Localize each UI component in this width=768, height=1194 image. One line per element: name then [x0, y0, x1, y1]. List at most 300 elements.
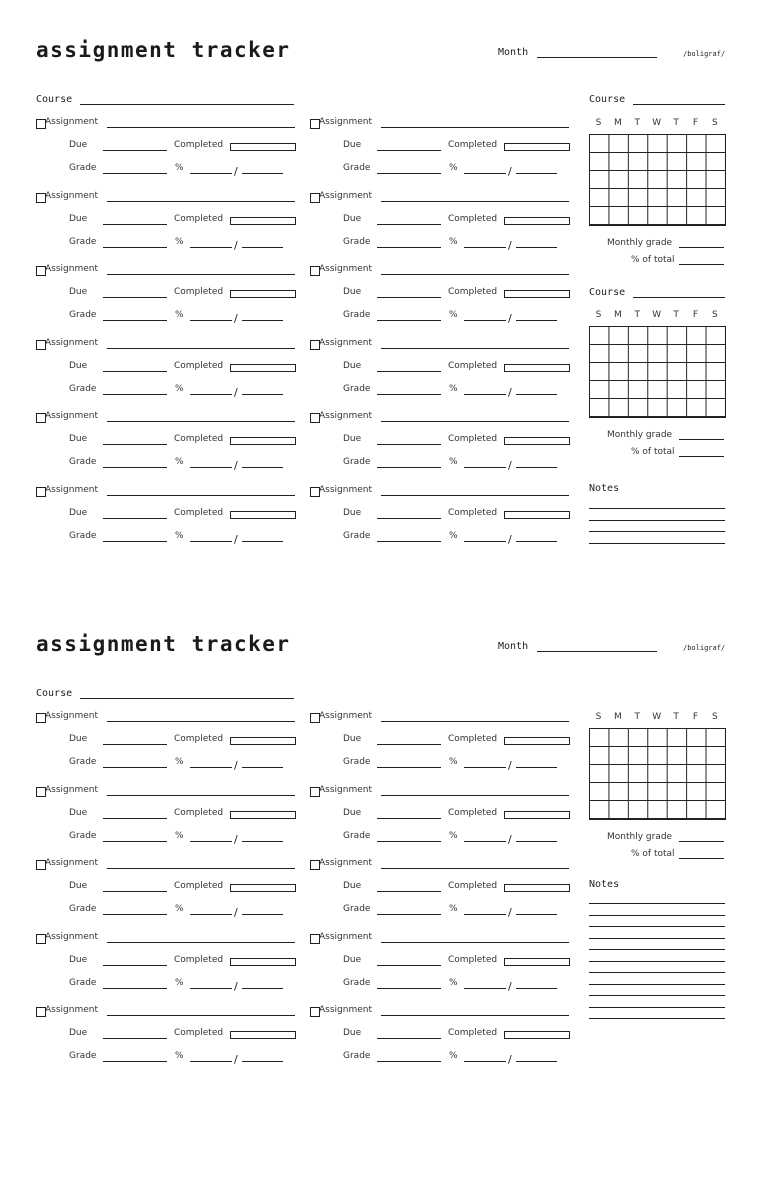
total-line[interactable] — [242, 841, 283, 842]
due-line[interactable] — [377, 371, 441, 372]
assignment-label: Assignment — [319, 858, 372, 868]
assignment-name-line[interactable] — [107, 795, 295, 796]
total-line[interactable] — [242, 320, 283, 321]
notes-label: Notes — [589, 879, 620, 890]
day-header: S — [712, 310, 718, 320]
total-line[interactable] — [242, 173, 283, 174]
assignment-label: Assignment — [319, 117, 372, 127]
assignment-label: Assignment — [319, 190, 372, 201]
monthly-grade-line[interactable] — [679, 439, 724, 440]
grade-line[interactable] — [103, 841, 167, 842]
completed-progress-bar[interactable] — [230, 884, 296, 892]
assignment-name-line[interactable] — [107, 495, 295, 496]
completed-label: Completed — [448, 287, 498, 297]
brand-logo: /boligraf/ — [683, 50, 726, 58]
percent-line[interactable] — [190, 320, 232, 321]
due-line[interactable] — [377, 297, 441, 298]
assignment-name-line[interactable] — [381, 201, 569, 202]
due-line[interactable] — [377, 818, 441, 819]
completed-progress-bar[interactable] — [504, 737, 570, 745]
assignment-label: Assignment — [45, 931, 98, 942]
assignment-name-line[interactable] — [381, 421, 569, 422]
day-header: M — [614, 118, 622, 128]
grade-label: Grade — [343, 163, 371, 173]
assignment-name-line[interactable] — [381, 348, 569, 349]
completed-progress-bar[interactable] — [504, 958, 570, 966]
percent-line[interactable] — [190, 1061, 232, 1062]
notes-line[interactable] — [589, 995, 725, 996]
due-label: Due — [69, 954, 88, 965]
total-line[interactable] — [242, 467, 283, 468]
completed-label: Completed — [448, 213, 498, 224]
notes-label: Notes — [589, 483, 620, 494]
due-line[interactable] — [377, 224, 441, 225]
due-label: Due — [69, 734, 88, 744]
percent-label: % — [175, 236, 184, 247]
grade-line[interactable] — [377, 767, 441, 768]
percent-line[interactable] — [190, 767, 232, 768]
grade-label: Grade — [69, 457, 97, 467]
percent-line[interactable] — [464, 1061, 506, 1062]
completed-label: Completed — [174, 213, 224, 224]
slash-separator: / — [234, 312, 238, 325]
assignment-name-line[interactable] — [381, 721, 569, 722]
total-line[interactable] — [242, 247, 283, 248]
assignment-name-line[interactable] — [107, 274, 295, 275]
due-label: Due — [69, 1028, 88, 1038]
notes-line[interactable] — [589, 1018, 725, 1019]
grade-label: Grade — [343, 383, 371, 394]
slash-separator: / — [508, 385, 512, 399]
grade-label: Grade — [343, 830, 371, 841]
grade-label: Grade — [343, 977, 371, 988]
assignment-name-line[interactable] — [107, 1015, 295, 1016]
completed-progress-bar[interactable] — [504, 290, 570, 298]
day-header: S — [712, 118, 718, 128]
assignment-name-line[interactable] — [381, 127, 569, 128]
day-headers — [589, 712, 725, 724]
grade-line[interactable] — [377, 247, 441, 248]
percent-line[interactable] — [464, 767, 506, 768]
due-line[interactable] — [103, 891, 167, 892]
percent-line[interactable] — [190, 841, 232, 842]
assignment-name-line[interactable] — [381, 942, 569, 943]
grade-line[interactable] — [377, 467, 441, 468]
completed-label: Completed — [448, 807, 498, 818]
percent-line[interactable] — [190, 247, 232, 248]
assignment-name-line[interactable] — [107, 348, 295, 349]
grade-line[interactable] — [103, 914, 167, 915]
percent-line[interactable] — [464, 988, 506, 989]
grade-line[interactable] — [103, 467, 167, 468]
percent-line[interactable] — [464, 394, 506, 395]
day-header: S — [712, 712, 718, 722]
completed-progress-bar[interactable] — [230, 737, 296, 745]
notes-line[interactable] — [589, 903, 725, 904]
grade-line[interactable] — [377, 988, 441, 989]
due-line[interactable] — [103, 818, 167, 819]
percent-line[interactable] — [190, 541, 232, 542]
completed-label: Completed — [174, 807, 224, 818]
due-line[interactable] — [377, 1038, 441, 1039]
total-line[interactable] — [516, 320, 557, 321]
completed-progress-bar[interactable] — [230, 811, 296, 819]
day-header: T — [673, 118, 679, 128]
grade-line[interactable] — [377, 320, 441, 321]
due-line[interactable] — [103, 150, 167, 151]
percent-line[interactable] — [464, 914, 506, 915]
monthly-grade-line[interactable] — [679, 247, 724, 248]
notes-line[interactable] — [589, 961, 725, 962]
completed-label: Completed — [174, 734, 224, 744]
percent-line[interactable] — [190, 914, 232, 915]
percent-label: % — [449, 904, 458, 914]
due-label: Due — [343, 734, 362, 744]
completed-label: Completed — [448, 434, 498, 444]
due-line[interactable] — [377, 150, 441, 151]
grade-label: Grade — [69, 236, 97, 247]
total-line[interactable] — [242, 1061, 283, 1062]
grade-line[interactable] — [377, 1061, 441, 1062]
completed-progress-bar[interactable] — [230, 143, 296, 151]
total-line[interactable] — [516, 914, 557, 915]
slash-separator: / — [234, 532, 238, 546]
assignment-name-line[interactable] — [381, 495, 569, 496]
assignment-label: Assignment — [45, 264, 98, 274]
percent-label: % — [175, 1051, 184, 1061]
completed-progress-bar[interactable] — [230, 511, 296, 519]
assignment-name-line[interactable] — [107, 127, 295, 128]
percent-label: % — [175, 977, 184, 988]
due-line[interactable] — [377, 444, 441, 445]
notes-line[interactable] — [589, 972, 725, 973]
slash-separator: / — [234, 1053, 238, 1066]
day-header: T — [673, 310, 679, 320]
notes-line[interactable] — [589, 543, 725, 544]
percent-label: % — [175, 530, 184, 541]
completed-label: Completed — [174, 287, 224, 297]
assignment-label: Assignment — [319, 337, 372, 348]
slash-separator: / — [234, 385, 238, 399]
due-line[interactable] — [377, 518, 441, 519]
day-header: M — [614, 712, 622, 722]
slash-separator: / — [508, 1053, 512, 1066]
total-line[interactable] — [242, 394, 283, 395]
completed-label: Completed — [174, 881, 224, 891]
due-line[interactable] — [103, 444, 167, 445]
completed-progress-bar[interactable] — [504, 1031, 570, 1039]
assignment-label: Assignment — [319, 411, 372, 421]
due-line[interactable] — [103, 744, 167, 745]
completed-progress-bar[interactable] — [504, 811, 570, 819]
monthly-grade-label: Monthly grade — [607, 238, 673, 248]
total-line[interactable] — [242, 767, 283, 768]
due-line[interactable] — [377, 891, 441, 892]
grade-label: Grade — [69, 757, 97, 767]
assignment-name-line[interactable] — [381, 1015, 569, 1016]
total-line[interactable] — [516, 841, 557, 842]
completed-progress-bar[interactable] — [230, 364, 296, 372]
due-label: Due — [343, 140, 362, 150]
completed-progress-bar[interactable] — [230, 217, 296, 225]
due-label: Due — [69, 507, 88, 518]
due-label: Due — [69, 807, 88, 818]
grade-label: Grade — [69, 830, 97, 841]
slash-separator: / — [234, 979, 238, 993]
due-label: Due — [343, 1028, 362, 1038]
completed-progress-bar[interactable] — [504, 884, 570, 892]
day-header: W — [652, 712, 662, 722]
grade-line[interactable] — [377, 541, 441, 542]
grade-label: Grade — [343, 530, 371, 541]
notes-line[interactable] — [589, 531, 725, 532]
percent-line[interactable] — [190, 394, 232, 395]
completed-progress-bar[interactable] — [504, 143, 570, 151]
course-label: Course — [589, 287, 626, 298]
percent-of-total-line[interactable] — [679, 858, 724, 859]
calendar-grid[interactable] — [589, 728, 726, 820]
percent-label: % — [449, 530, 458, 541]
month-line[interactable] — [537, 651, 657, 652]
percent-label: % — [449, 310, 458, 320]
total-line[interactable] — [242, 541, 283, 542]
completed-label: Completed — [174, 434, 224, 444]
monthly-grade-line[interactable] — [679, 841, 724, 842]
slash-separator: / — [508, 312, 512, 325]
completed-label: Completed — [174, 507, 224, 518]
due-line[interactable] — [377, 965, 441, 966]
percent-label: % — [175, 310, 184, 320]
grade-line[interactable] — [103, 541, 167, 542]
total-line[interactable] — [516, 247, 557, 248]
day-header: M — [614, 310, 622, 320]
total-line[interactable] — [516, 467, 557, 468]
notes-line[interactable] — [589, 520, 725, 521]
percent-label: % — [449, 830, 458, 841]
assignment-name-line[interactable] — [381, 274, 569, 275]
day-header: S — [595, 712, 602, 722]
month-label: Month — [498, 641, 529, 652]
assignment-label: Assignment — [45, 858, 98, 868]
day-header: W — [652, 310, 662, 320]
completed-progress-bar[interactable] — [504, 511, 570, 519]
due-line[interactable] — [103, 371, 167, 372]
course-line[interactable] — [633, 297, 725, 298]
assignment-label: Assignment — [45, 784, 98, 795]
grade-line[interactable] — [103, 394, 167, 395]
percent-line[interactable] — [464, 841, 506, 842]
notes-line[interactable] — [589, 508, 725, 509]
course-label: Course — [36, 688, 73, 699]
total-line[interactable] — [516, 767, 557, 768]
slash-separator: / — [508, 979, 512, 993]
calendar-grid[interactable] — [589, 326, 726, 418]
month-line[interactable] — [537, 57, 657, 58]
percent-line[interactable] — [190, 467, 232, 468]
day-header: F — [692, 118, 699, 128]
grade-line[interactable] — [103, 988, 167, 989]
slash-separator: / — [508, 532, 512, 546]
completed-label: Completed — [448, 140, 498, 150]
assignment-tracker-sheet — [0, 40, 768, 600]
notes-line[interactable] — [589, 949, 725, 950]
due-label: Due — [343, 954, 362, 965]
percent-label: % — [449, 977, 458, 988]
assignment-name-line[interactable] — [107, 942, 295, 943]
percent-of-total-label: % of total — [631, 849, 675, 859]
percent-label: % — [449, 757, 458, 767]
assignment-label: Assignment — [45, 337, 98, 348]
assignment-label: Assignment — [45, 190, 98, 201]
grade-label: Grade — [69, 530, 97, 541]
assignment-label: Assignment — [45, 411, 98, 421]
total-line[interactable] — [242, 988, 283, 989]
notes-line[interactable] — [589, 984, 725, 985]
assignment-label: Assignment — [319, 784, 372, 795]
slash-separator: / — [508, 238, 512, 252]
percent-line[interactable] — [464, 247, 506, 248]
slash-separator: / — [508, 906, 512, 919]
slash-separator: / — [508, 165, 512, 178]
slash-separator: / — [234, 832, 238, 846]
slash-separator: / — [508, 832, 512, 846]
percent-of-total-line[interactable] — [679, 456, 724, 457]
grade-line[interactable] — [377, 394, 441, 395]
due-line[interactable] — [103, 518, 167, 519]
grade-label: Grade — [343, 904, 371, 914]
completed-label: Completed — [448, 1028, 498, 1038]
grade-label: Grade — [343, 1051, 371, 1061]
total-line[interactable] — [242, 914, 283, 915]
grade-line[interactable] — [377, 173, 441, 174]
completed-label: Completed — [174, 1028, 224, 1038]
grade-label: Grade — [343, 310, 371, 320]
total-line[interactable] — [516, 988, 557, 989]
assignment-label: Assignment — [45, 711, 98, 721]
day-header: T — [634, 118, 641, 128]
percent-of-total-label: % of total — [631, 447, 675, 457]
assignment-label: Assignment — [319, 484, 372, 495]
completed-progress-bar[interactable] — [504, 217, 570, 225]
completed-progress-bar[interactable] — [230, 437, 296, 445]
percent-of-total-line[interactable] — [679, 264, 724, 265]
course-label: Course — [36, 94, 73, 105]
day-header: S — [595, 118, 602, 128]
due-label: Due — [69, 434, 88, 444]
grade-line[interactable] — [103, 767, 167, 768]
slash-separator: / — [234, 906, 238, 919]
due-line[interactable] — [377, 744, 441, 745]
percent-line[interactable] — [190, 988, 232, 989]
total-line[interactable] — [516, 1061, 557, 1062]
completed-label: Completed — [448, 507, 498, 518]
grade-line[interactable] — [103, 320, 167, 321]
completed-label: Completed — [448, 734, 498, 744]
grade-line[interactable] — [377, 841, 441, 842]
slash-separator: / — [234, 165, 238, 178]
assignment-name-line[interactable] — [107, 721, 295, 722]
due-line[interactable] — [103, 965, 167, 966]
due-label: Due — [343, 287, 362, 297]
course-line[interactable] — [633, 104, 725, 105]
month-label: Month — [498, 47, 529, 58]
grade-label: Grade — [343, 457, 371, 467]
assignment-name-line[interactable] — [381, 795, 569, 796]
percent-label: % — [175, 904, 184, 914]
grade-label: Grade — [69, 977, 97, 988]
due-line[interactable] — [103, 297, 167, 298]
grade-line[interactable] — [103, 1061, 167, 1062]
grade-label: Grade — [343, 757, 371, 767]
notes-line[interactable] — [589, 926, 725, 927]
completed-label: Completed — [174, 140, 224, 150]
day-header: F — [692, 712, 699, 722]
percent-line[interactable] — [464, 320, 506, 321]
assignment-label: Assignment — [319, 931, 372, 942]
total-line[interactable] — [516, 541, 557, 542]
due-label: Due — [343, 434, 362, 444]
grade-label: Grade — [69, 163, 97, 173]
assignment-name-line[interactable] — [107, 868, 295, 869]
due-line[interactable] — [103, 1038, 167, 1039]
grade-label: Grade — [343, 236, 371, 247]
due-label: Due — [343, 881, 362, 891]
completed-progress-bar[interactable] — [504, 364, 570, 372]
completed-label: Completed — [448, 881, 498, 891]
percent-line[interactable] — [464, 541, 506, 542]
due-label: Due — [69, 360, 88, 371]
percent-label: % — [175, 830, 184, 841]
completed-progress-bar[interactable] — [230, 290, 296, 298]
day-header: T — [673, 712, 679, 722]
completed-progress-bar[interactable] — [230, 958, 296, 966]
percent-line[interactable] — [190, 173, 232, 174]
course-line[interactable] — [80, 698, 294, 699]
percent-label: % — [449, 457, 458, 467]
assignment-label: Assignment — [45, 117, 98, 127]
percent-label: % — [449, 383, 458, 394]
grade-label: Grade — [69, 1051, 97, 1061]
due-label: Due — [69, 213, 88, 224]
calendar-grid[interactable] — [589, 134, 726, 226]
notes-line[interactable] — [589, 1007, 725, 1008]
grade-line[interactable] — [103, 173, 167, 174]
due-line[interactable] — [103, 224, 167, 225]
grade-line[interactable] — [377, 914, 441, 915]
notes-line[interactable] — [589, 915, 725, 916]
assignment-name-line[interactable] — [107, 421, 295, 422]
total-line[interactable] — [516, 173, 557, 174]
assignment-label: Assignment — [319, 711, 372, 721]
assignment-name-line[interactable] — [107, 201, 295, 202]
slash-separator: / — [508, 459, 512, 472]
percent-line[interactable] — [464, 467, 506, 468]
month-calendar — [589, 118, 725, 226]
assignment-name-line[interactable] — [381, 868, 569, 869]
percent-of-total-label: % of total — [631, 255, 675, 265]
completed-progress-bar[interactable] — [504, 437, 570, 445]
assignment-label: Assignment — [319, 1005, 372, 1015]
notes-line[interactable] — [589, 938, 725, 939]
completed-progress-bar[interactable] — [230, 1031, 296, 1039]
course-line[interactable] — [80, 104, 294, 105]
total-line[interactable] — [516, 394, 557, 395]
percent-line[interactable] — [464, 173, 506, 174]
day-header: W — [652, 118, 662, 128]
day-header: T — [634, 310, 641, 320]
grade-line[interactable] — [103, 247, 167, 248]
assignment-label: Assignment — [319, 264, 372, 274]
